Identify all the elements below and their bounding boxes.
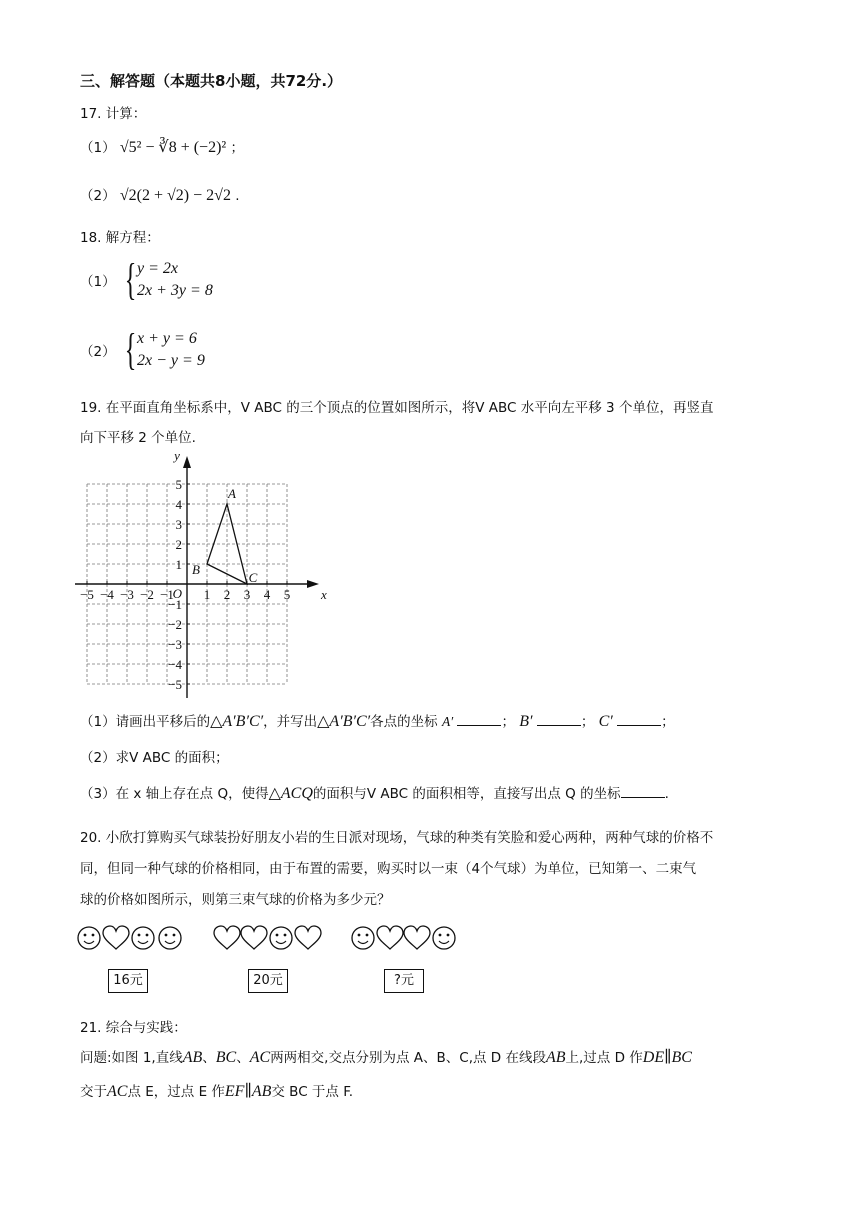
q21-text: 交于 (80, 1084, 107, 1100)
y-tick-label: 4 (175, 497, 182, 512)
q21-line2 (80, 1080, 353, 1101)
heart-balloon-icon (295, 926, 321, 949)
balloon-bundles (70, 920, 470, 956)
vertex-label-c: C (248, 570, 258, 585)
origin-label: O (172, 586, 182, 601)
vertex-label-b: B (192, 562, 200, 577)
smiley-balloon-icon (433, 927, 455, 949)
q19-part1-text: （1）请画出平移后的 (80, 714, 211, 730)
x-axis-arrow-icon (307, 580, 319, 588)
section-title: 三、解答题（本题共8小题，共72分.） (80, 72, 343, 90)
x-tick-label: −3 (120, 587, 134, 602)
smiley-balloon-icon (270, 927, 292, 949)
q19-part1-text: 各点的坐标 (370, 714, 438, 730)
y-tick-label: −1 (168, 597, 182, 612)
brace-icon: { (124, 325, 137, 374)
q21-text: 上,过点 D 作 (565, 1050, 643, 1066)
heart-balloon-icon (377, 926, 403, 949)
q18-part1-label: （1） (80, 274, 116, 290)
q17-part1-label: （1） (80, 140, 116, 156)
line-ef: EF (224, 1083, 245, 1100)
q21-line1 (80, 1046, 692, 1067)
q19-part3-triangle: △ACQ (268, 785, 313, 802)
q17-part1-end: ； (230, 140, 244, 156)
q20-line1: 20. 小欣打算购买气球装扮好朋友小岩的生日派对现场，气球的种类有笑脸和爱心两种，两种气球的价格不 (80, 830, 714, 846)
q17-part2-label: （2） (80, 188, 116, 204)
x-axis-label: x (321, 587, 327, 602)
bundle1-price: 16元 (108, 969, 148, 993)
smiley-balloon-icon (352, 927, 374, 949)
q21-text: 点 E，过点 E 作 (127, 1084, 225, 1100)
vertex-label-a: A (228, 486, 236, 501)
point-b-prime-label: B′ (519, 713, 533, 730)
heart-balloon-icon (214, 926, 240, 949)
q18-part2-eq1: x + y = 6 (137, 330, 197, 347)
q19-part1 (80, 710, 675, 731)
q20-line3: 球的价格如图所示，则第三束气球的价格为多少元？ (80, 892, 391, 908)
q18-stem: 18. 解方程： (80, 230, 160, 246)
y-tick-label: 2 (175, 537, 182, 552)
separator: ； (580, 714, 595, 730)
line-ab: AB (182, 1049, 203, 1066)
q19-stem-line2: 向下平移 2 个单位. (80, 430, 196, 446)
y-tick-label: −2 (168, 617, 182, 632)
separator: ； (661, 714, 675, 730)
q21-text: 问题:如图 1,直线 (80, 1050, 183, 1066)
q19-part2: （2）求V ABC 的面积； (80, 750, 229, 766)
q19-stem-line1: 19. 在平面直角坐标系中，V ABC 的三个顶点的位置如图所示，将V ABC 水平向左平移 3 个单位，再竖直 (80, 400, 714, 416)
x-tick-label: 3 (243, 587, 251, 602)
heart-balloon-icon (241, 926, 267, 949)
q17-part2 (80, 184, 240, 205)
coordinate-graph (70, 450, 330, 700)
line-ac: AC (107, 1083, 128, 1100)
q18-part1-eq2: 2x + 3y = 8 (137, 282, 213, 299)
q21-text: 两两相交,交点分别为点 A、B、C,点 D 在线段 (270, 1050, 546, 1066)
q19-part3 (80, 782, 669, 803)
x-tick-label: 5 (283, 587, 291, 602)
q18-part2 (80, 325, 205, 374)
q19-part1-triangle: △A′B′C′ (210, 713, 264, 730)
answer-blank-q[interactable] (621, 783, 665, 798)
y-tick-label: −5 (168, 677, 182, 692)
q18-part2-system (120, 325, 205, 374)
brace-icon: { (124, 255, 137, 304)
q18-part2-eq2: 2x − y = 9 (137, 352, 205, 369)
y-axis-arrow-icon (183, 456, 191, 468)
q21-text: 交 BC 于点 F. (271, 1084, 354, 1100)
q17-stem: 17. 计算： (80, 106, 147, 122)
q19-part1-triangle: △A′B′C′ (317, 713, 371, 730)
x-tick-label: 1 (203, 587, 211, 602)
parallel-symbol: ∥ (244, 1083, 252, 1100)
y-tick-label: 1 (175, 557, 182, 572)
q18-part1 (80, 255, 213, 304)
q17-part2-expr: √2(2 + √2) − 2√2 (119, 187, 231, 204)
q17-part2-end: . (235, 188, 240, 204)
x-tick-label: 2 (223, 587, 231, 602)
heart-balloon-icon (404, 926, 430, 949)
heart-balloon-icon (103, 926, 129, 949)
separator: ； (501, 714, 515, 730)
x-tick-label: −1 (160, 587, 174, 602)
q19-part3-text: （3）在 x 轴上存在点 Q，使得 (80, 786, 269, 802)
x-tick-label: −4 (100, 587, 114, 602)
y-axis-label: y (174, 450, 180, 463)
axes (75, 456, 319, 698)
line-ac: AC (249, 1049, 271, 1066)
point-c-prime-label: C′ (598, 713, 613, 730)
q17-part1 (80, 136, 244, 157)
line-bc: BC (215, 1049, 237, 1066)
q18-part1-eq1: y = 2x (137, 260, 179, 277)
q20-line2: 同，但同一种气球的价格相同，由于布置的需要，购买时以一束（4个气球）为单位，已知第一、二束气 (80, 861, 697, 877)
answer-blank-c[interactable] (617, 711, 661, 726)
bundle2-price: 20元 (248, 969, 288, 993)
segment-ab: AB (545, 1049, 566, 1066)
q19-part1-text: ，并写出 (263, 714, 318, 730)
q19-part3-end: . (664, 786, 669, 802)
answer-blank-a[interactable] (457, 711, 501, 726)
bundle3-price: ?元 (384, 969, 424, 993)
line-bc: BC (671, 1049, 692, 1066)
answer-blank-b[interactable] (537, 711, 581, 726)
separator: 、 (202, 1050, 216, 1066)
x-tick-label: −2 (140, 587, 154, 602)
q18-part1-system (120, 255, 213, 304)
y-tick-label: 5 (175, 477, 182, 492)
q19-part3-text: 的面积与V ABC 的面积相等，直接写出点 Q 的坐标 (312, 786, 621, 802)
smiley-balloon-icon (132, 927, 154, 949)
line-ab: AB (251, 1083, 272, 1100)
q18-part2-label: （2） (80, 344, 116, 360)
x-tick-label: −5 (80, 587, 94, 602)
smiley-balloon-icon (78, 927, 100, 949)
x-tick-label: 4 (263, 587, 271, 602)
parallel-symbol: ∥ (664, 1049, 672, 1066)
q21-stem: 21. 综合与实践： (80, 1020, 187, 1036)
y-tick-label: 3 (175, 517, 182, 532)
y-tick-label: −4 (168, 657, 182, 672)
separator: 、 (236, 1050, 250, 1066)
line-de: DE (642, 1049, 665, 1066)
point-a-prime-label: A′ (441, 714, 454, 729)
smiley-balloon-icon (159, 927, 181, 949)
q17-part1-expr: √5² − ∛8 + (−2)² (119, 139, 227, 156)
tick-labels (80, 450, 327, 692)
y-tick-label: −3 (168, 637, 182, 652)
